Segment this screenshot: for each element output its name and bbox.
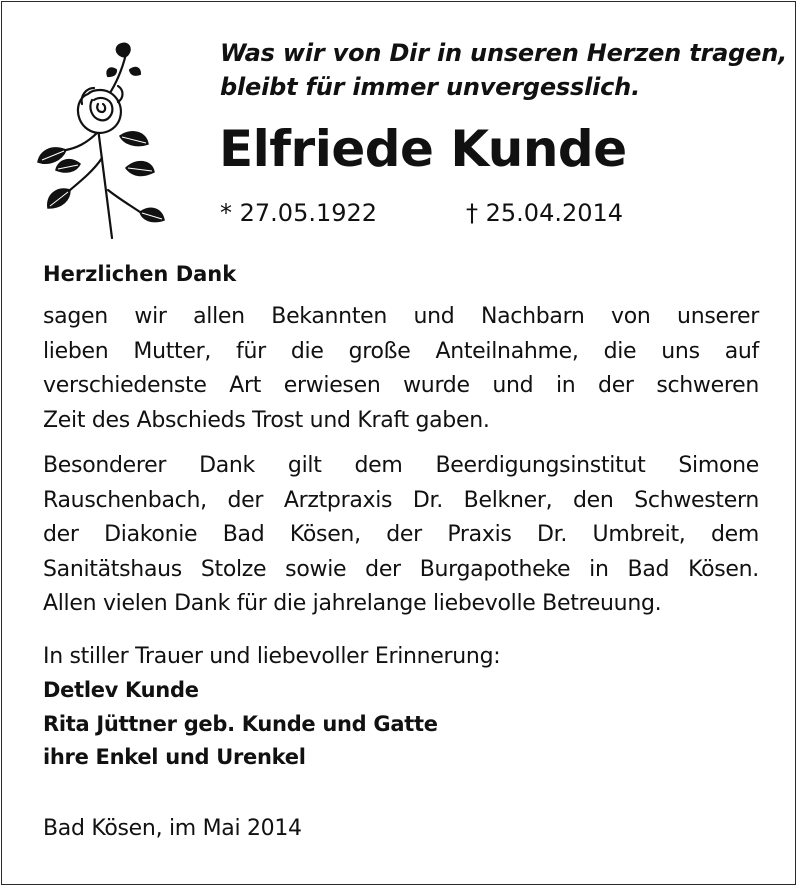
text-line: verschiedenste Art erwiesen wurde und in der schweren — [43, 373, 759, 399]
death-date: † 25.04.2014 — [466, 199, 624, 227]
deceased-name: Elfriede Kunde — [219, 120, 627, 178]
text-line: Zeit des Abschieds Trost und Kraft gaben. — [43, 407, 490, 433]
thanks-paragraph-2 — [43, 449, 759, 622]
closing-block — [43, 640, 500, 775]
text-line: Besonderer Dank gilt dem Beerdigungsinstitut Simone — [43, 453, 759, 478]
text-line: lieben Mutter, für die große Anteilnahme, die uns auf — [43, 338, 759, 364]
place-date: Bad Kösen, im Mai 2014 — [43, 816, 302, 841]
text-line: Sanitätshaus Stolze sowie der Burgapotheke in Bad Kösen. — [43, 556, 759, 582]
mourner-name: Detlev Kunde — [43, 677, 199, 702]
motto — [220, 36, 787, 104]
motto-line: bleibt für immer unvergesslich. — [220, 73, 640, 101]
motto-line: Was wir von Dir in unseren Herzen tragen, — [220, 39, 787, 67]
text-line: Allen vielen Dank für die jahrelange liebevolle Betreuung. — [43, 591, 662, 617]
thanks-paragraph-1 — [43, 300, 759, 438]
closing-intro: In stiller Trauer und liebevoller Erinnerung: — [43, 644, 501, 669]
thanks-heading: Herzlichen Dank — [43, 262, 237, 286]
mourner-name: Rita Jüttner geb. Kunde und Gatte — [43, 711, 438, 736]
birth-date: * 27.05.1922 — [220, 199, 378, 227]
rose-icon — [36, 40, 166, 240]
text-line: Rauschenbach, der Arztpraxis Dr. Belkner, den Schwestern — [43, 487, 759, 513]
text-line: sagen wir allen Bekannten und Nachbarn von unserer — [43, 304, 759, 329]
text-line: der Diakonie Bad Kösen, der Praxis Dr. Umbreit, dem — [43, 522, 759, 548]
mourner-name: ihre Enkel und Urenkel — [43, 745, 306, 770]
